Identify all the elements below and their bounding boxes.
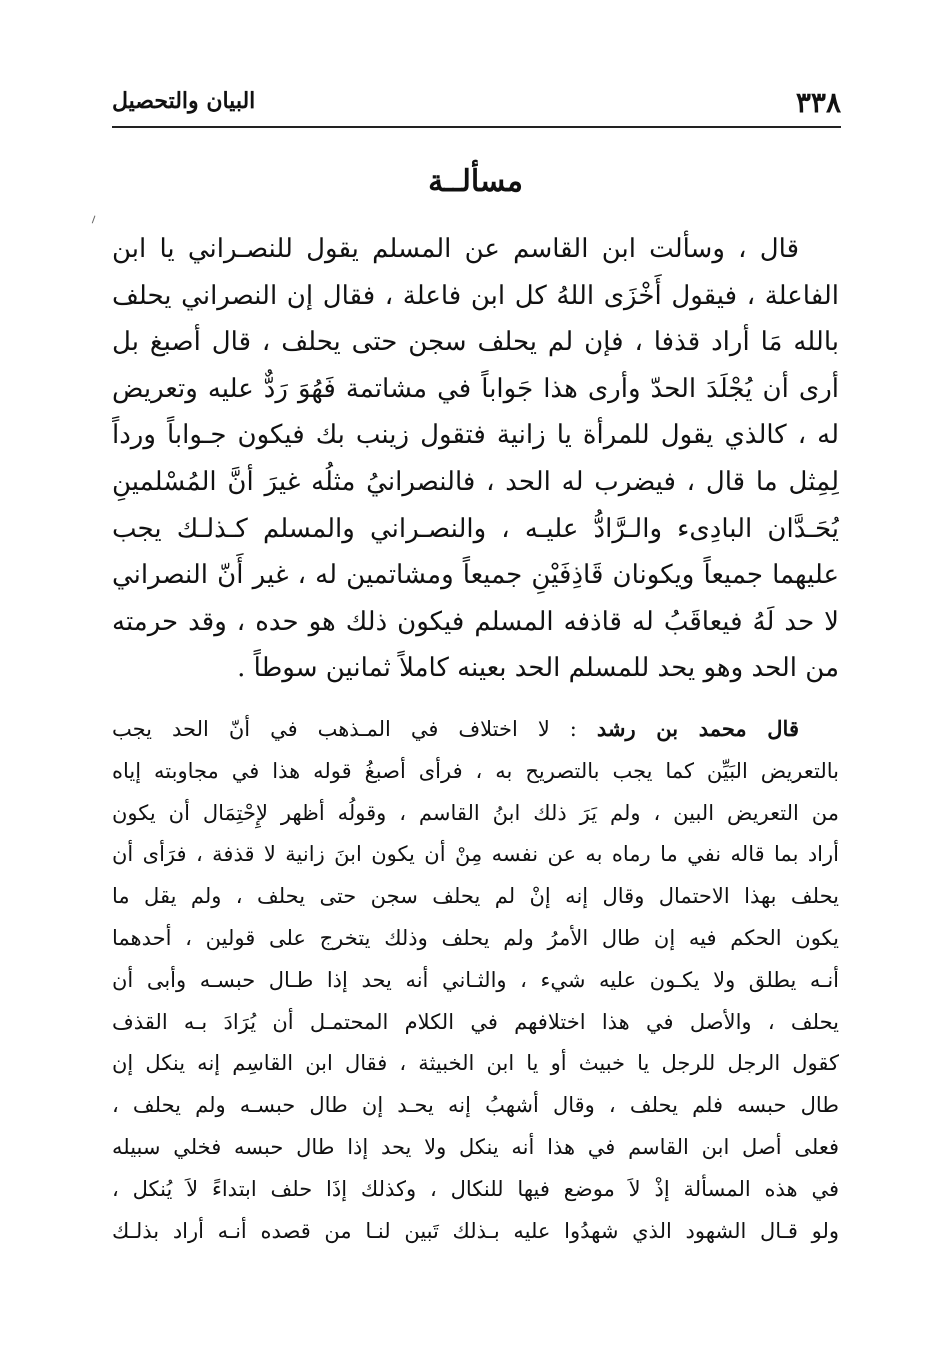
text-line: من الحد وهو يحد للمسلم الحد بعينه كاملاً ثمانين سوطاً . (237, 653, 839, 684)
text-line: لِمِثل ما قال ، فيضرب له الحد ، فالنصرانيُ مثلُه غيرَ أنَّ المُسْلمينِ (112, 466, 839, 497)
text-line: ولو قـال الشهود الذي شهدُوا عليه بـذلك تَبين لنـا من قصده أنـه أراد بذلـك (112, 1218, 839, 1243)
text-line: يحلف ، والأصل في هذا اختلافهم في الكلام المحتمـل أن يُرَادَ بـه القذف (112, 1009, 839, 1034)
header-divider (112, 126, 841, 128)
text-fragment: : لا اختلاف في المـذهب في أنّ الحد يجب (112, 717, 597, 741)
text-line: طال حبسه فلم يحلف ، وقال أشهبُ إنه يحـد إن طال حبسـه ولم يحلف ، (112, 1093, 839, 1118)
section-title: مسألــة (428, 164, 523, 199)
text-line: أرى أن يُجْلَدَ الحدّ وأرى هذا جَواباً في مشاتمة فَهُوَ رَدٌّ عليه وتعريض (112, 373, 839, 404)
paragraph-2 (112, 708, 839, 1252)
text-line: بالله مَا أراد قذفا ، فإن لم يحلف سجن حتى يحلف ، قال أصبغ بل (112, 327, 839, 358)
text-line: أنـه يطلق ولا يكـون عليه شيء ، والثـاني أنه يحد إذا طـال حبسـه وأبى أن (112, 967, 839, 992)
text-line: قال ، وسألت ابن القاسم عن المسلم يقول للنصـراني يا ابن (112, 234, 799, 264)
text-line: من التعريض البين ، ولم يَرَ ذلك ابنُ القاسم ، وقولُه أظهر لإِحْتِمَال أن يكون (112, 800, 839, 825)
text-line: له ، كالذي يقول للمرأة يا زانية فتقول زينب بك فيكون جـواباً ورداً (112, 420, 839, 451)
text-line: لا حد لَهُ فيعاقَبُ له قاذفه المسلم فيكون ذلك هو حده ، وقد حرمته (112, 606, 839, 637)
text-line: الفاعلة ، فيقول أَخْزَى اللهُ كل ابن فاعلة ، فقال إن النصراني يحلف (112, 280, 839, 311)
text-line: عليهما جميعاً ويكونان قَاذِفَيْنِ جميعاً ومشاتمين له ، غير أَنّ النصراني (112, 560, 839, 591)
text-line: كقول الرجل للرجل يا خبيث أو يا ابن الخبيثة ، فقال ابن القاسِم إنه ينكل إن (112, 1051, 839, 1076)
text-line: يكون الحكم فيه إن طال الأمرُ ولم يحلف وذلك يتخرج على قولين ، أحدهما (112, 925, 839, 950)
paragraph-1 (112, 226, 839, 692)
speaker-name: قال محمد بن رشد (596, 716, 799, 741)
text-line (112, 708, 839, 751)
text-line: فعلى أصل ابن القاسم في هذا أنه ينكل ولا يحد إذا طال حبسه فخلي سبيله (112, 1134, 839, 1159)
book-title: البيان والتحصيل (112, 88, 256, 114)
text-line: يُحَـدَّان البادِىء والـرَّادُّ عليـه ، والنصـراني والمسلم كـذلـك يجب (112, 513, 839, 544)
running-header (112, 82, 841, 122)
text-line: أراد بما قاله نفي ما رماه به عن نفسه مِنْ أن يكون ابنَ زانية لا قذفة ، فرَأى أن (112, 842, 839, 867)
text-line: بالتعريض البَيِّن كما يجب بالتصريح به ، فرأى أصبغُ قوله هذا في مجاوبته إياه (112, 758, 839, 783)
scan-speck (92, 216, 98, 225)
text-line: في هذه المسألة إذْ لاَ موضع فيها للنكال ، وكذلك إذَا حلف ابتداءً لاَ يُنكل ، (112, 1176, 839, 1201)
page-number: ٣٣٨ (795, 86, 841, 119)
text-line: يحلف بهذا الاحتمال وقال إنه إنْ لم يحلف سجن حتى يحلف ، ولم يقل ما (112, 884, 839, 909)
